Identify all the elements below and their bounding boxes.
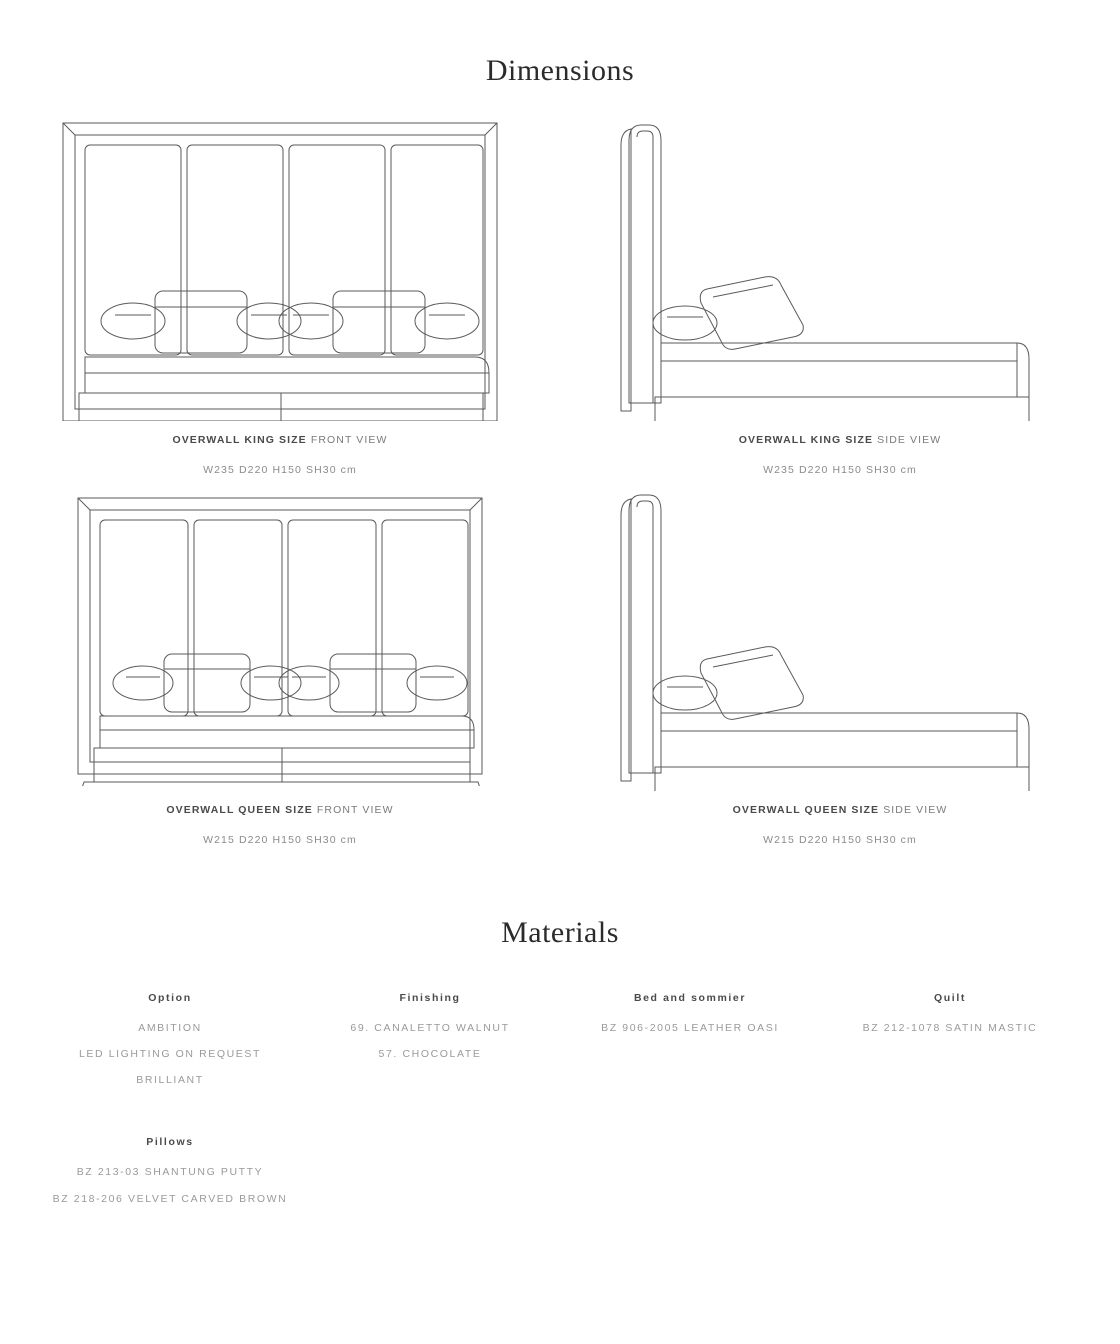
materials-item: AMBITION xyxy=(138,1022,202,1034)
dimension-view: SIDE VIEW xyxy=(877,434,942,446)
materials-item: BZ 906-2005 LEATHER OASI xyxy=(601,1022,779,1034)
dimension-caption xyxy=(172,434,387,446)
materials-item: BZ 213-03 SHANTUNG PUTTY xyxy=(76,1166,264,1179)
materials-item: BZ 218-206 VELVET CARVED BROWN xyxy=(52,1192,288,1205)
dimension-name: OVERWALL KING SIZE xyxy=(738,434,874,446)
dimension-name: OVERWALL QUEEN SIZE xyxy=(732,804,880,816)
materials-column-spacer-1 xyxy=(300,1136,560,1218)
materials-item: BZ 212-1078 SATIN MASTIC xyxy=(862,1022,1038,1034)
page-title-materials: Materials xyxy=(501,916,619,949)
materials-heading: Finishing xyxy=(399,992,461,1004)
materials-column-pillows xyxy=(40,1136,300,1218)
dimension-item-queen-side xyxy=(560,476,1120,846)
dimension-measurements: W215 D220 H150 SH30 cm xyxy=(763,834,917,846)
materials-column-finishing xyxy=(300,992,560,1100)
dimension-caption xyxy=(739,434,942,446)
bed-front-view-drawing-queen xyxy=(50,476,510,796)
bed-side-view-drawing-king xyxy=(610,106,1070,426)
materials-item: LED LIGHTING ON REQUEST xyxy=(78,1048,262,1061)
dimension-measurements: W215 D220 H150 SH30 cm xyxy=(203,834,357,846)
materials-item: 69. CANALETTO WALNUT xyxy=(350,1022,510,1034)
bed-side-view-drawing-queen xyxy=(610,476,1070,796)
materials-heading: Pillows xyxy=(146,1136,194,1149)
materials-heading: Option xyxy=(148,992,192,1004)
materials-heading: Bed and sommier xyxy=(633,992,747,1004)
materials-heading: Quilt xyxy=(934,992,966,1004)
dimension-measurements: W235 D220 H150 SH30 cm xyxy=(203,464,357,476)
dimension-item-queen-front xyxy=(0,476,560,846)
materials-column-spacer-3 xyxy=(820,1136,1080,1218)
dimension-name: OVERWALL KING SIZE xyxy=(172,434,307,446)
materials-column-option xyxy=(40,992,300,1100)
dimension-view: FRONT VIEW xyxy=(316,804,394,816)
dimension-item-king-side xyxy=(560,106,1120,476)
materials-column-quilt xyxy=(820,992,1080,1100)
dimension-name: OVERWALL QUEEN SIZE xyxy=(166,804,313,816)
materials-grid-row-2 xyxy=(0,1136,1120,1218)
materials-column-bed-and-sommier xyxy=(560,992,820,1100)
materials-item: 57. CHOCOLATE xyxy=(378,1048,482,1061)
dimension-caption xyxy=(166,804,393,816)
page-title-dimensions: Dimensions xyxy=(485,54,635,87)
bed-front-view-drawing-king xyxy=(50,106,510,426)
materials-column-spacer-2 xyxy=(560,1136,820,1218)
materials-item: BRILLIANT xyxy=(136,1074,204,1087)
dimension-measurements: W235 D220 H150 SH30 cm xyxy=(763,464,917,476)
materials-section xyxy=(0,916,1120,1219)
dimension-view: SIDE VIEW xyxy=(883,804,948,816)
dimension-view: FRONT VIEW xyxy=(310,434,388,446)
dimension-caption xyxy=(733,804,948,816)
dimensions-grid xyxy=(0,106,1120,846)
materials-grid xyxy=(0,992,1120,1100)
dimension-item-king-front xyxy=(0,106,560,476)
